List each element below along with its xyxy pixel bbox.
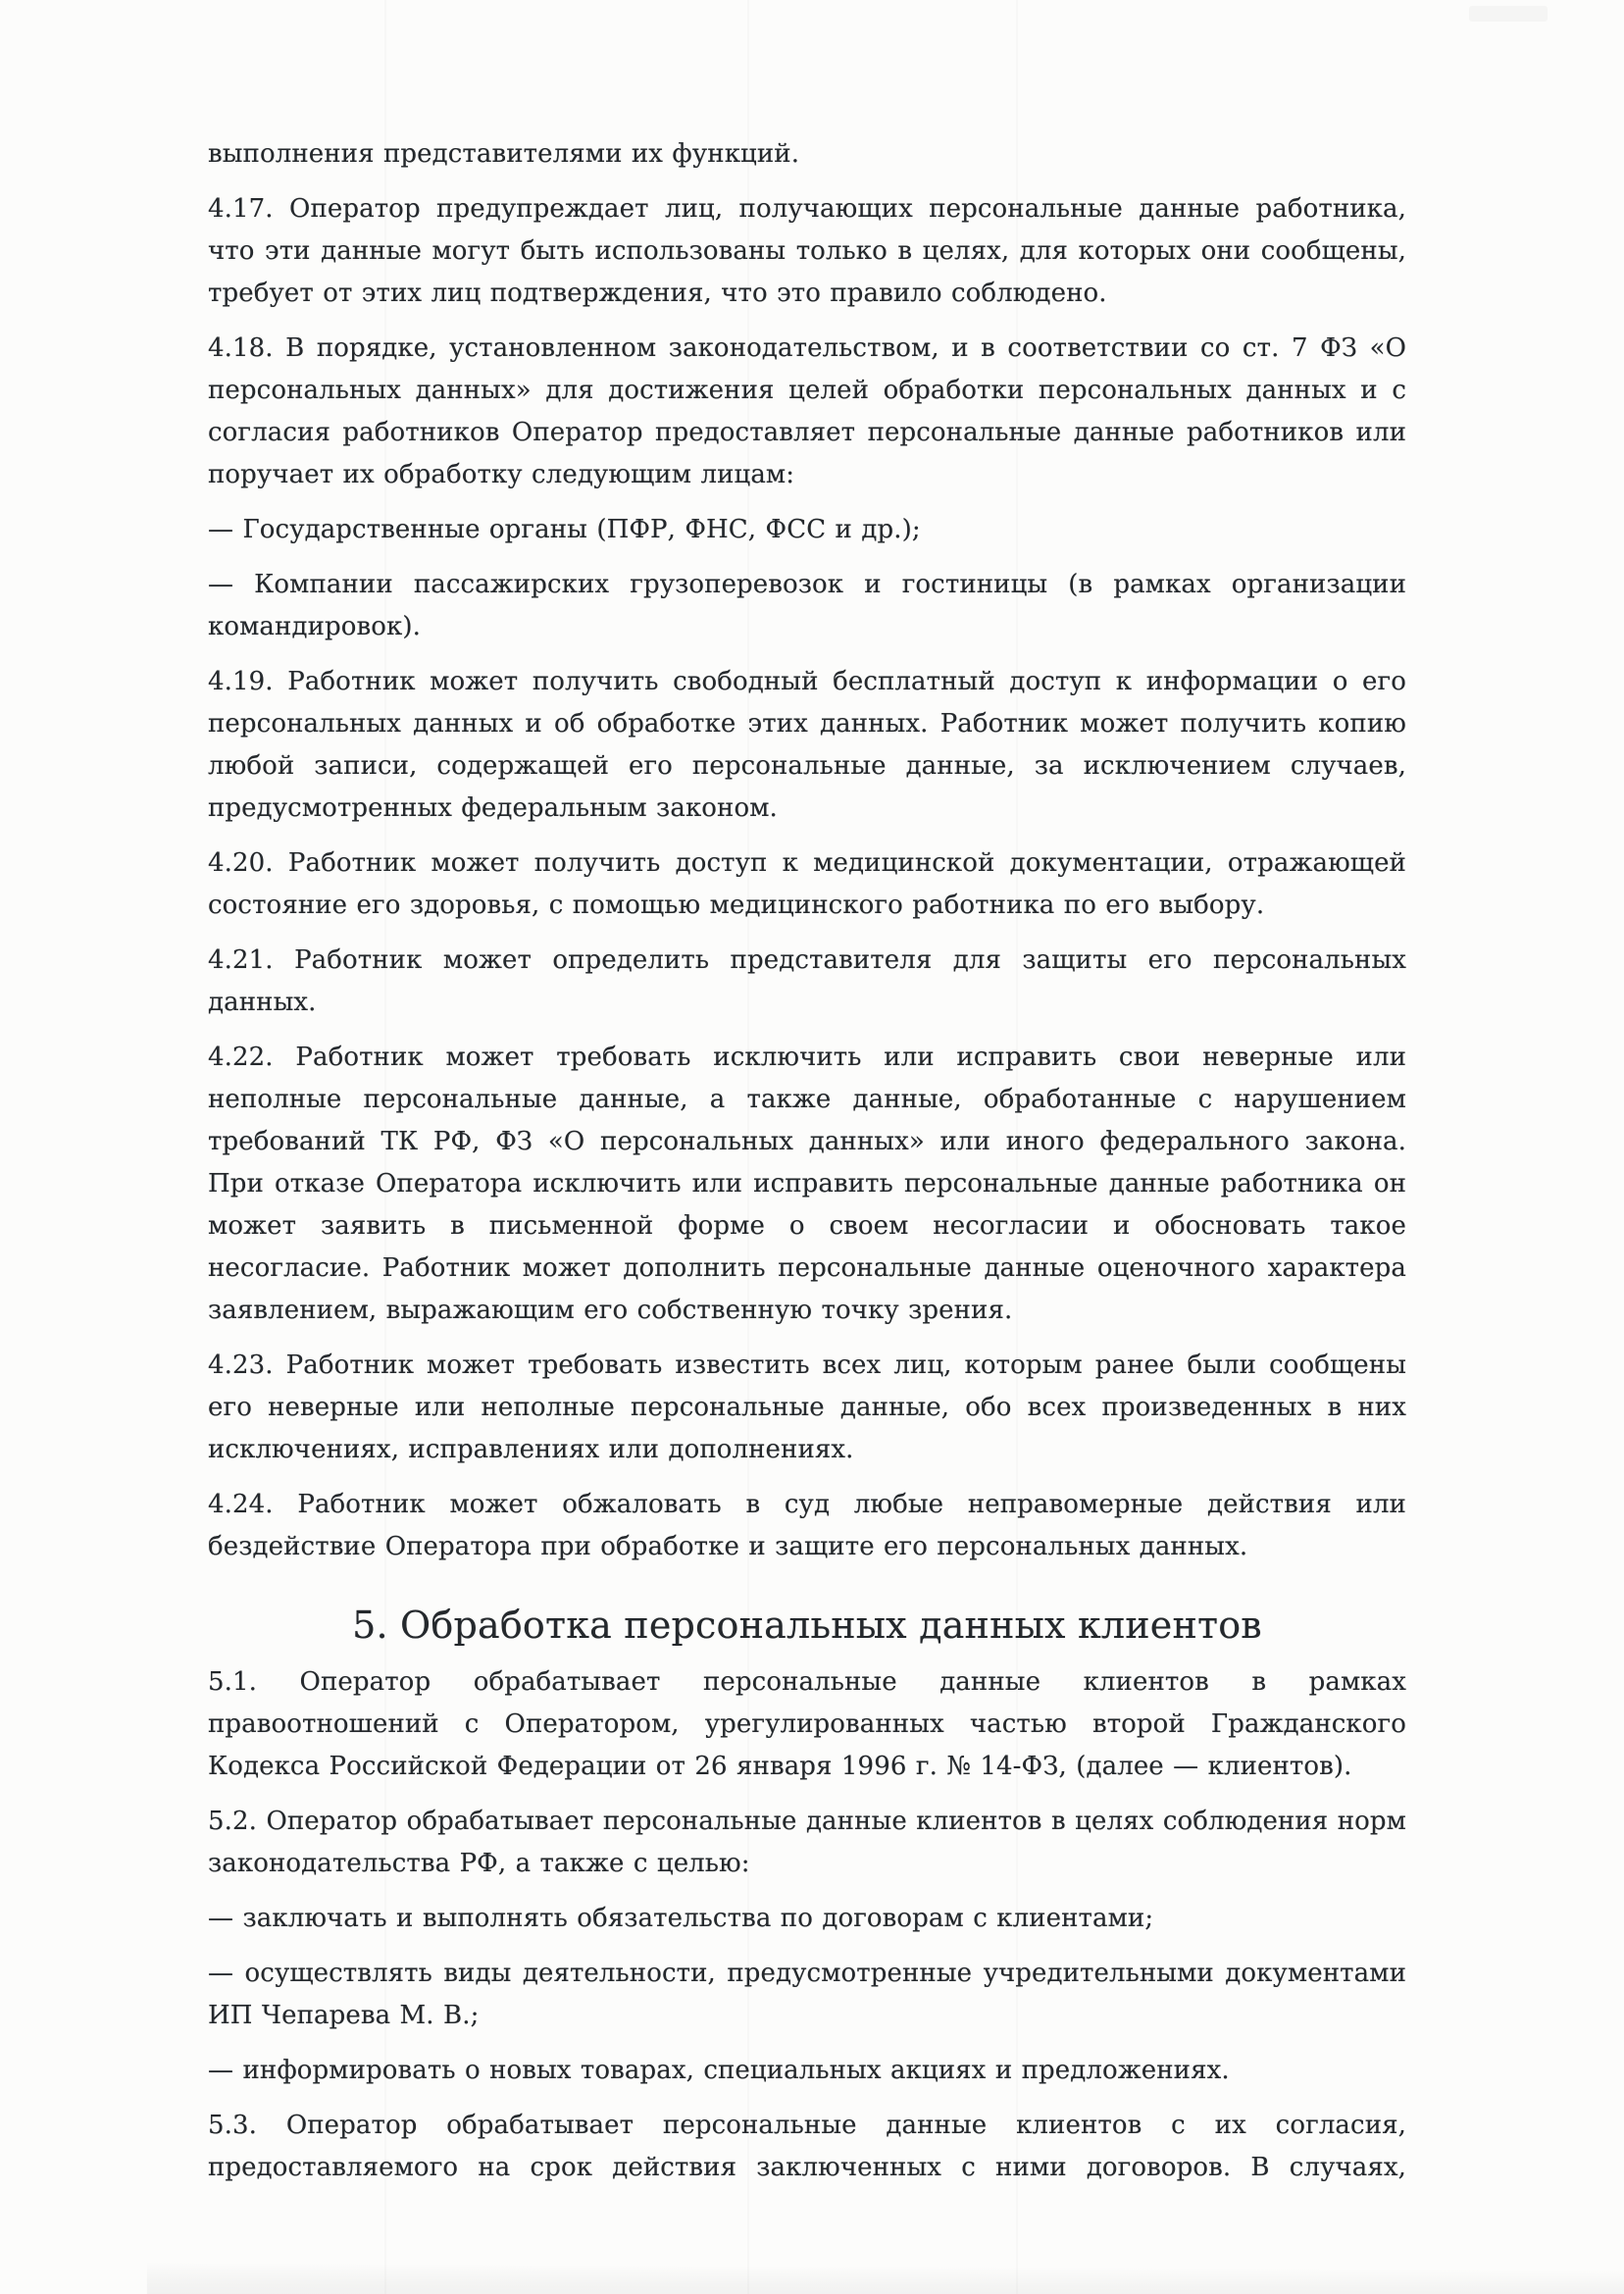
paragraph-5-2: 5.2. Оператор обрабатывает персональные данные клиентов в целях соблюдения норм законодательства РФ, а также с целью: bbox=[208, 1807, 1406, 1878]
scan-smudge bbox=[1469, 6, 1548, 22]
document-body bbox=[208, 133, 1406, 2202]
bullet-transport-companies: — Компании пассажирских грузоперевозок и гостиницы (в рамках организации командировок). bbox=[208, 570, 1406, 641]
paragraph-4-19: 4.19. Работник может получить свободный бесплатный доступ к информации о его персональных данных и об обработке этих данных. Работник может получить копию любой записи, содержащей его персональные данные, за исключением случаев, предусмотренных федеральным законом. bbox=[208, 667, 1406, 823]
paragraph-5-3: 5.3. Оператор обрабатывает персональные данные клиентов с их согласия, предоставляемого на срок действия заключенных с ними договоров. В случаях, bbox=[208, 2111, 1406, 2182]
paragraph-4-21: 4.21. Работник может определить представителя для защиты его персональных данных. bbox=[208, 945, 1406, 1017]
bullet-contracts: — заключать и выполнять обязательства по договорам с клиентами; bbox=[208, 1904, 1154, 1933]
paragraph-continuation: выполнения представителями их функций. bbox=[208, 139, 800, 169]
section-5-heading: 5. Обработка персональных данных клиентов bbox=[352, 1604, 1262, 1647]
paragraph-4-20: 4.20. Работник может получить доступ к медицинской документации, отражающей состояние его здоровья, с помощью медицинского работника по его выбору. bbox=[208, 848, 1406, 920]
bullet-state-bodies: — Государственные органы (ПФР, ФНС, ФСС и др.); bbox=[208, 515, 921, 544]
scan-edge-shadow bbox=[147, 2262, 1624, 2294]
paragraph-4-17: 4.17. Оператор предупреждает лиц, получающих персональные данные работника, что эти данные могут быть использованы только в целях, для которых они сообщены, требует от этих лиц подтверждения, что это правило соблюдено. bbox=[208, 194, 1406, 308]
bullet-inform: — информировать о новых товарах, специальных акциях и предложениях. bbox=[208, 2056, 1230, 2085]
paragraph-4-23: 4.23. Работник может требовать известить всех лиц, которым ранее были сообщены его неверные или неполные персональные данные, обо всех произведенных в них исключениях, исправлениях или дополнениях. bbox=[208, 1351, 1406, 1464]
paragraph-4-24: 4.24. Работник может обжаловать в суд любые неправомерные действия или бездействие Оператора при обработке и защите его персональных данных. bbox=[208, 1490, 1406, 1561]
paragraph-4-22: 4.22. Работник может требовать исключить или исправить свои неверные или неполные персональные данные, а также данные, обработанные с нарушением требований ТК РФ, ФЗ «О персональных данных» или иного федерального закона. При отказе Оператора исключить или исправить персональные данные работника он может заявить в письменной форме о своем несогласии и обосновать такое несогласие. Работник может дополнить персональные данные оценочного характера заявлением, выражающим его собственную точку зрения. bbox=[208, 1043, 1406, 1325]
bullet-activities: — осуществлять виды деятельности, предусмотренные учредительными документами ИП Чепарева М. В.; bbox=[208, 1959, 1406, 2030]
paragraph-5-1: 5.1. Оператор обрабатывает персональные данные клиентов в рамках правоотношений с Оператором, урегулированных частью второй Гражданского Кодекса Российской Федерации от 26 января 1996 г. № 14-ФЗ, (далее — клиентов). bbox=[208, 1667, 1406, 1781]
paragraph-4-18: 4.18. В порядке, установленном законодательством, и в соответствии со ст. 7 ФЗ «О персональных данных» для достижения целей обработки персональных данных и с согласия работников Оператор предоставляет персональные данные работников или поручает их обработку следующим лицам: bbox=[208, 333, 1406, 489]
